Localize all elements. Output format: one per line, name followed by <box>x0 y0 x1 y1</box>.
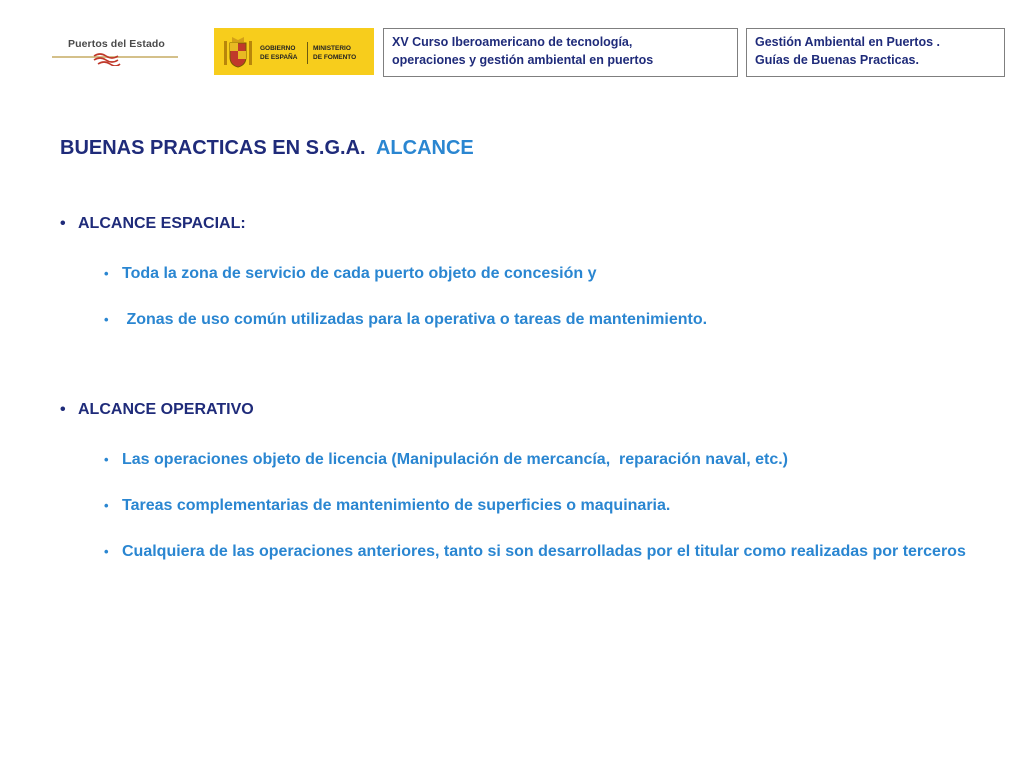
page-title <box>60 137 474 160</box>
bullet-icon: • <box>104 312 109 327</box>
list-item: • Toda la zona de servicio de cada puerto objeto de concesión y <box>104 254 966 293</box>
course-title-box <box>383 28 738 77</box>
page-title-accent: ALCANCE <box>375 137 474 159</box>
section-heading-operativo: • ALCANCE OPERATIVO <box>60 401 254 418</box>
coat-of-arms-icon <box>222 35 254 69</box>
waves-icon <box>92 52 122 66</box>
topic-title-line-2: Guías de Buenas Practicas. <box>755 53 919 67</box>
ministerio-text: MINISTERIO DE FOMENTO <box>313 45 357 61</box>
topic-title-line-1: Gestión Ambiental en Puertos . <box>755 35 940 49</box>
puertos-del-estado-logo <box>52 34 178 68</box>
gobierno-espana-logo <box>214 28 374 75</box>
bullet-icon: • <box>104 266 109 281</box>
gobierno-text: GOBIERNO DE ESPAÑA <box>260 45 298 61</box>
bullet-icon: • <box>104 452 109 467</box>
list-item: • Cualquiera de las operaciones anteriores, tanto si son desarrolladas por el titular como realizadas por terceros <box>104 532 966 571</box>
course-title-line-2: operaciones y gestión ambiental en puertos <box>392 53 654 67</box>
puertos-del-estado-logo-text: Puertos del Estado <box>68 38 165 50</box>
page-title-main: BUENAS PRACTICAS EN S.G.A. <box>60 137 366 159</box>
topic-title-box <box>746 28 1005 77</box>
bullet-icon: • <box>104 544 109 559</box>
section-heading-espacial: • ALCANCE ESPACIAL: <box>60 215 246 232</box>
list-item: • Las operaciones objeto de licencia (Manipulación de mercancía, reparación naval, etc.) <box>104 440 966 479</box>
list-item: • Zonas de uso común utilizadas para la operativa o tareas de mantenimiento. <box>104 300 966 339</box>
bullet-icon: • <box>60 401 66 418</box>
bullet-icon: • <box>60 215 66 232</box>
logo-divider <box>307 42 308 64</box>
bullet-icon: • <box>104 498 109 513</box>
list-item: • Tareas complementarias de mantenimiento de superficies o maquinaria. <box>104 486 966 525</box>
course-title-line-1: XV Curso Iberoamericano de tecnología, <box>392 35 633 49</box>
